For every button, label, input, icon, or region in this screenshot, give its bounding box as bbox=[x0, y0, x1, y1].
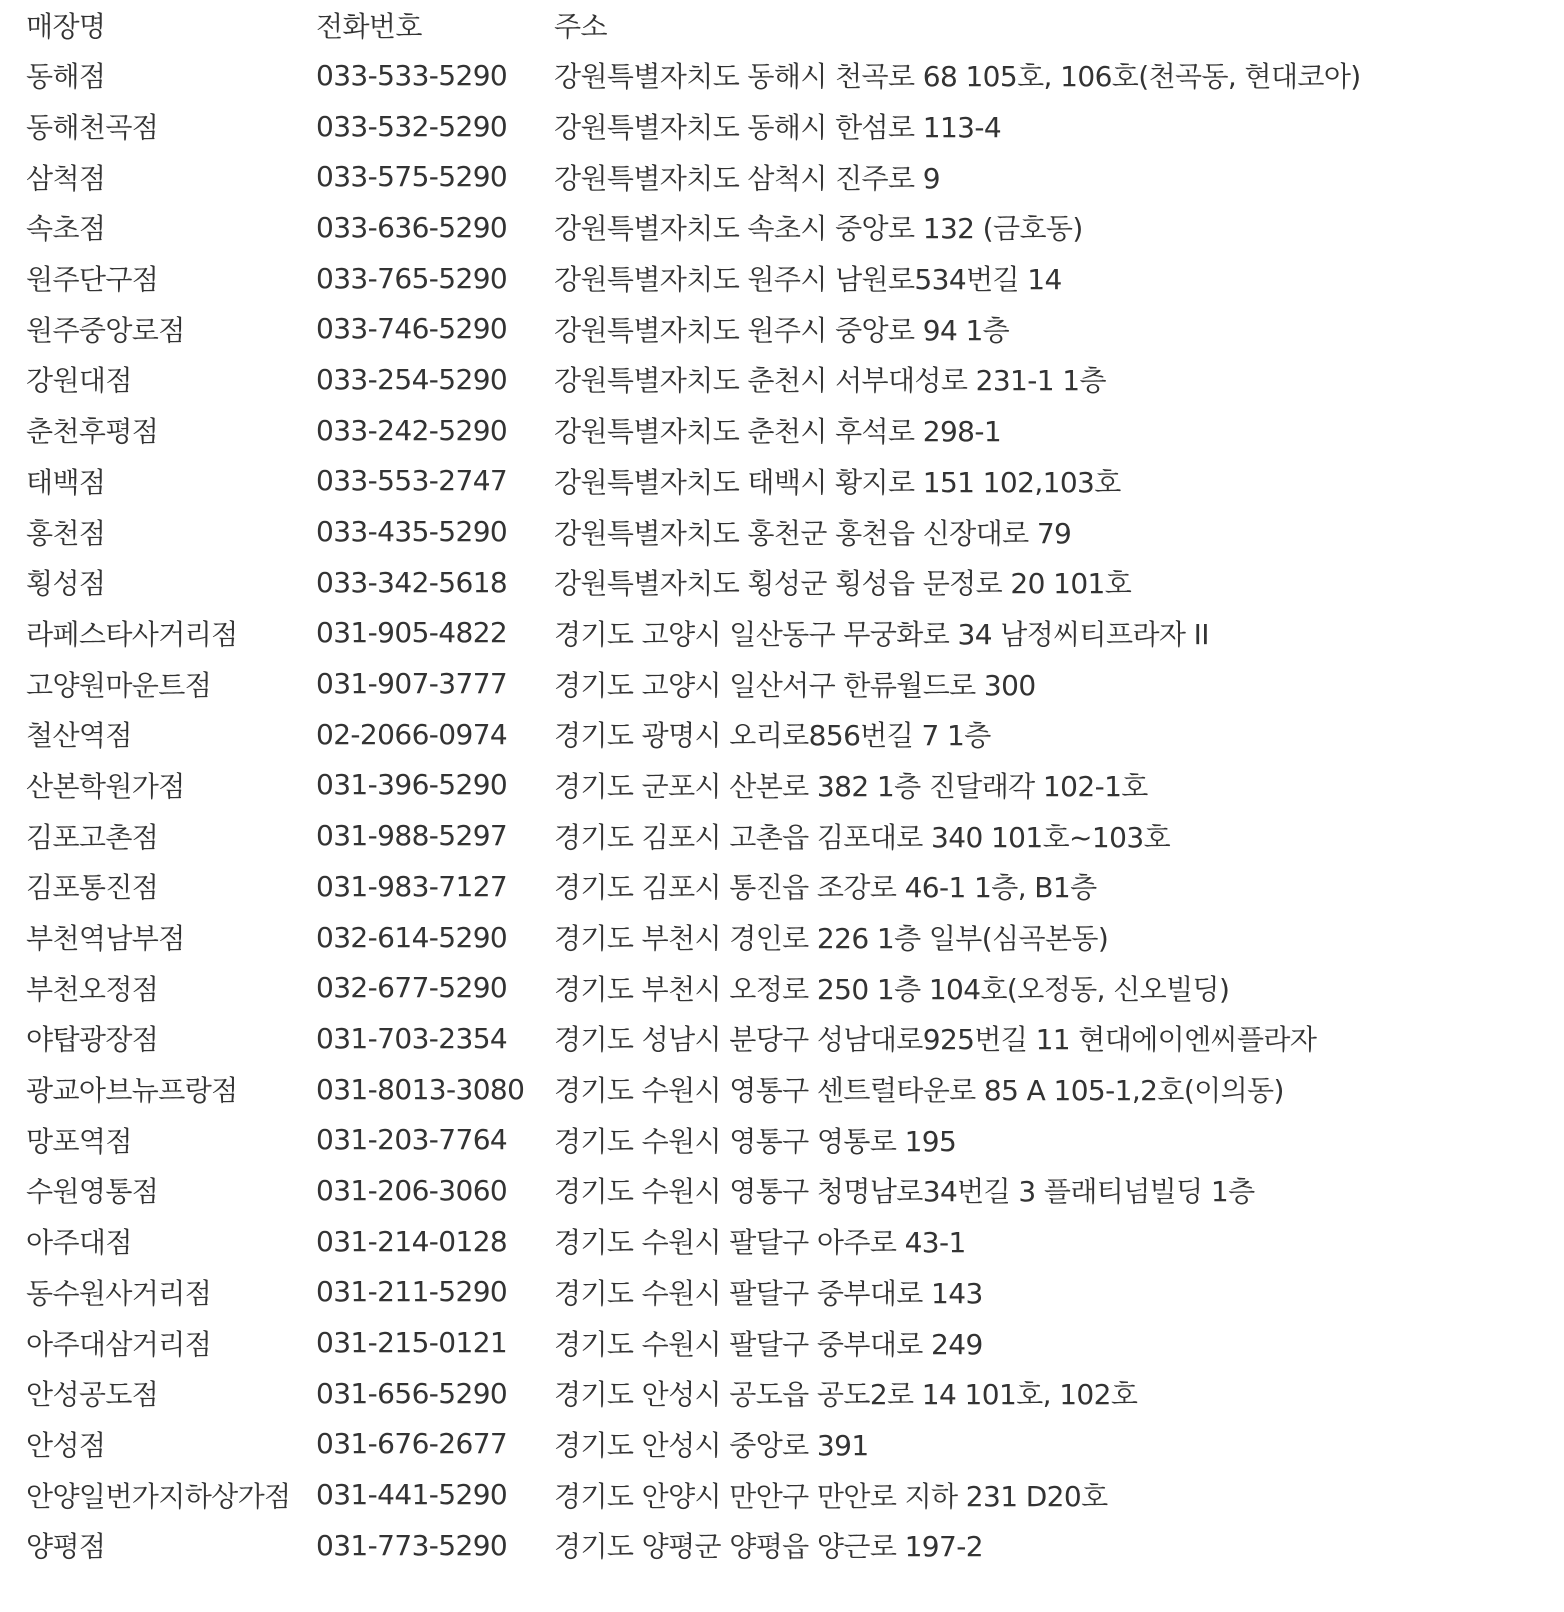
store-address: 경기도 수원시 영통구 센트럴타운로 85 A 105-1,2호(이의동) bbox=[554, 1074, 1284, 1108]
store-name: 아주대점 bbox=[26, 1226, 132, 1260]
table-row bbox=[26, 608, 1546, 659]
store-name: 안성점 bbox=[26, 1428, 106, 1462]
store-phone: 031-396-5290 bbox=[316, 768, 508, 802]
store-address: 경기도 안성시 공도읍 공도2로 14 101호, 102호 bbox=[554, 1378, 1138, 1412]
store-address: 경기도 부천시 오정로 250 1층 104호(오정동, 신오빌딩) bbox=[554, 972, 1230, 1006]
header-address: 주소 bbox=[554, 10, 607, 43]
table-row bbox=[26, 1469, 1546, 1520]
table-row bbox=[26, 50, 1546, 101]
store-table bbox=[26, 0, 1546, 1571]
table-row bbox=[26, 557, 1546, 608]
store-address: 강원특별자치도 횡성군 횡성읍 문정로 20 101호 bbox=[554, 567, 1132, 601]
store-address: 강원특별자치도 동해시 천곡로 68 105호, 106호(천곡동, 현대코아) bbox=[554, 60, 1361, 94]
store-name: 광교아브뉴프랑점 bbox=[26, 1074, 238, 1108]
store-address: 경기도 수원시 영통구 영통로 195 bbox=[554, 1124, 957, 1158]
store-name: 수원영통점 bbox=[26, 1175, 159, 1209]
table-row bbox=[26, 912, 1546, 963]
store-name: 홍천점 bbox=[26, 516, 106, 550]
store-name: 부천역남부점 bbox=[26, 922, 185, 956]
store-name: 라페스타사거리점 bbox=[26, 617, 238, 651]
store-phone: 031-211-5290 bbox=[316, 1275, 508, 1309]
table-row bbox=[26, 506, 1546, 557]
table-row bbox=[26, 760, 1546, 811]
store-name: 부천오정점 bbox=[26, 972, 159, 1006]
store-name: 야탑광장점 bbox=[26, 1023, 159, 1057]
store-phone: 031-656-5290 bbox=[316, 1376, 508, 1410]
store-address: 경기도 수원시 팔달구 아주로 43-1 bbox=[554, 1226, 966, 1260]
store-address: 강원특별자치도 홍천군 홍천읍 신장대로 79 bbox=[554, 516, 1072, 550]
store-phone: 031-214-0128 bbox=[316, 1224, 508, 1258]
store-phone: 033-553-2747 bbox=[316, 464, 508, 498]
store-address: 강원특별자치도 동해시 한섬로 113-4 bbox=[554, 111, 1002, 145]
store-phone: 033-342-5618 bbox=[316, 565, 508, 599]
store-name: 양평점 bbox=[26, 1530, 106, 1564]
store-address: 경기도 고양시 일산서구 한류월드로 300 bbox=[554, 668, 1036, 702]
table-row bbox=[26, 1064, 1546, 1115]
store-phone: 033-254-5290 bbox=[316, 362, 508, 396]
store-phone: 032-677-5290 bbox=[316, 971, 508, 1005]
store-name: 원주중앙로점 bbox=[26, 313, 185, 347]
table-row bbox=[26, 1317, 1546, 1368]
table-row bbox=[26, 709, 1546, 760]
store-address: 경기도 안양시 만안구 만안로 지하 231 D20호 bbox=[554, 1479, 1108, 1513]
table-row bbox=[26, 962, 1546, 1013]
store-address: 경기도 수원시 팔달구 중부대로 249 bbox=[554, 1327, 983, 1361]
store-phone: 033-242-5290 bbox=[316, 413, 508, 447]
table-row bbox=[26, 456, 1546, 507]
store-address: 경기도 김포시 고촌읍 김포대로 340 101호~103호 bbox=[554, 820, 1171, 854]
table-row bbox=[26, 1520, 1546, 1571]
store-address: 경기도 수원시 영통구 청명남로34번길 3 플래티넘빌딩 1층 bbox=[554, 1175, 1255, 1209]
store-phone: 031-8013-3080 bbox=[316, 1072, 525, 1106]
store-phone: 031-988-5297 bbox=[316, 819, 508, 853]
table-row bbox=[26, 1013, 1546, 1064]
table-header-row bbox=[26, 0, 1546, 50]
store-phone: 031-983-7127 bbox=[316, 869, 508, 903]
store-address: 강원특별자치도 원주시 중앙로 94 1층 bbox=[554, 313, 1010, 347]
table-row bbox=[26, 658, 1546, 709]
store-phone: 032-614-5290 bbox=[316, 920, 508, 954]
store-phone: 031-206-3060 bbox=[316, 1173, 508, 1207]
store-address: 경기도 안성시 중앙로 391 bbox=[554, 1428, 869, 1462]
table-row bbox=[26, 354, 1546, 405]
store-name: 횡성점 bbox=[26, 567, 106, 601]
store-address: 경기도 양평군 양평읍 양근로 197-2 bbox=[554, 1530, 983, 1564]
store-name: 고양원마운트점 bbox=[26, 668, 212, 702]
store-phone: 031-215-0121 bbox=[316, 1326, 508, 1360]
store-phone: 033-435-5290 bbox=[316, 515, 508, 549]
store-name: 삼척점 bbox=[26, 161, 106, 195]
store-name: 춘천후평점 bbox=[26, 415, 159, 449]
store-phone: 031-773-5290 bbox=[316, 1528, 508, 1562]
store-phone: 031-905-4822 bbox=[316, 616, 508, 650]
table-row bbox=[26, 1368, 1546, 1419]
store-name: 동해점 bbox=[26, 60, 106, 94]
store-name: 동수원사거리점 bbox=[26, 1276, 212, 1310]
store-name: 동해천곡점 bbox=[26, 111, 159, 145]
store-name: 강원대점 bbox=[26, 364, 132, 398]
store-phone: 031-676-2677 bbox=[316, 1427, 508, 1461]
store-address: 강원특별자치도 태백시 황지로 151 102,103호 bbox=[554, 465, 1121, 499]
store-phone: 033-532-5290 bbox=[316, 109, 508, 143]
table-row bbox=[26, 202, 1546, 253]
store-phone: 031-703-2354 bbox=[316, 1021, 508, 1055]
table-row bbox=[26, 1216, 1546, 1267]
store-phone: 033-533-5290 bbox=[316, 58, 508, 92]
table-row bbox=[26, 1114, 1546, 1165]
store-phone: 031-203-7764 bbox=[316, 1123, 508, 1157]
store-phone: 033-636-5290 bbox=[316, 210, 508, 244]
store-address: 강원특별자치도 삼척시 진주로 9 bbox=[554, 161, 940, 195]
store-address: 경기도 수원시 팔달구 중부대로 143 bbox=[554, 1276, 983, 1310]
store-phone: 02-2066-0974 bbox=[316, 717, 508, 751]
store-name: 김포고촌점 bbox=[26, 820, 159, 854]
table-row bbox=[26, 810, 1546, 861]
table-row bbox=[26, 303, 1546, 354]
store-address: 경기도 부천시 경인로 226 1층 일부(심곡본동) bbox=[554, 922, 1109, 956]
store-name: 아주대삼거리점 bbox=[26, 1327, 212, 1361]
store-name: 망포역점 bbox=[26, 1124, 132, 1158]
table-row bbox=[26, 861, 1546, 912]
store-name: 철산역점 bbox=[26, 719, 132, 753]
table-body bbox=[26, 50, 1546, 1571]
store-address: 경기도 성남시 분당구 성남대로925번길 11 현대에이엔씨플라자 bbox=[554, 1023, 1317, 1057]
store-name: 원주단구점 bbox=[26, 263, 159, 297]
store-address: 경기도 군포시 산본로 382 1층 진달래각 102-1호 bbox=[554, 769, 1148, 803]
table-row bbox=[26, 405, 1546, 456]
store-address: 경기도 김포시 통진읍 조강로 46-1 1층, B1층 bbox=[554, 871, 1097, 905]
store-name: 안양일번가지하상가점 bbox=[26, 1479, 291, 1513]
store-name: 태백점 bbox=[26, 465, 106, 499]
store-phone: 033-575-5290 bbox=[316, 160, 508, 194]
table-row bbox=[26, 1419, 1546, 1470]
store-name: 김포통진점 bbox=[26, 871, 159, 905]
store-address: 강원특별자치도 속초시 중앙로 132 (금호동) bbox=[554, 212, 1083, 246]
store-address: 경기도 광명시 오리로856번길 7 1층 bbox=[554, 719, 991, 753]
header-store-name: 매장명 bbox=[26, 10, 106, 43]
store-name: 속초점 bbox=[26, 212, 106, 246]
table-row bbox=[26, 1267, 1546, 1318]
store-phone: 033-765-5290 bbox=[316, 261, 508, 295]
store-address: 경기도 고양시 일산동구 무궁화로 34 남정씨티프라자 II bbox=[554, 617, 1209, 651]
store-name: 산본학원가점 bbox=[26, 769, 185, 803]
table-row bbox=[26, 1165, 1546, 1216]
store-phone: 033-746-5290 bbox=[316, 312, 508, 346]
store-phone: 031-907-3777 bbox=[316, 667, 508, 701]
store-address: 강원특별자치도 원주시 남원로534번길 14 bbox=[554, 263, 1062, 297]
store-name: 안성공도점 bbox=[26, 1378, 159, 1412]
table-row bbox=[26, 151, 1546, 202]
table-row bbox=[26, 101, 1546, 152]
store-phone: 031-441-5290 bbox=[316, 1478, 508, 1512]
store-address: 강원특별자치도 춘천시 후석로 298-1 bbox=[554, 415, 1002, 449]
table-row bbox=[26, 253, 1546, 304]
store-address: 강원특별자치도 춘천시 서부대성로 231-1 1층 bbox=[554, 364, 1106, 398]
header-phone: 전화번호 bbox=[316, 10, 422, 43]
